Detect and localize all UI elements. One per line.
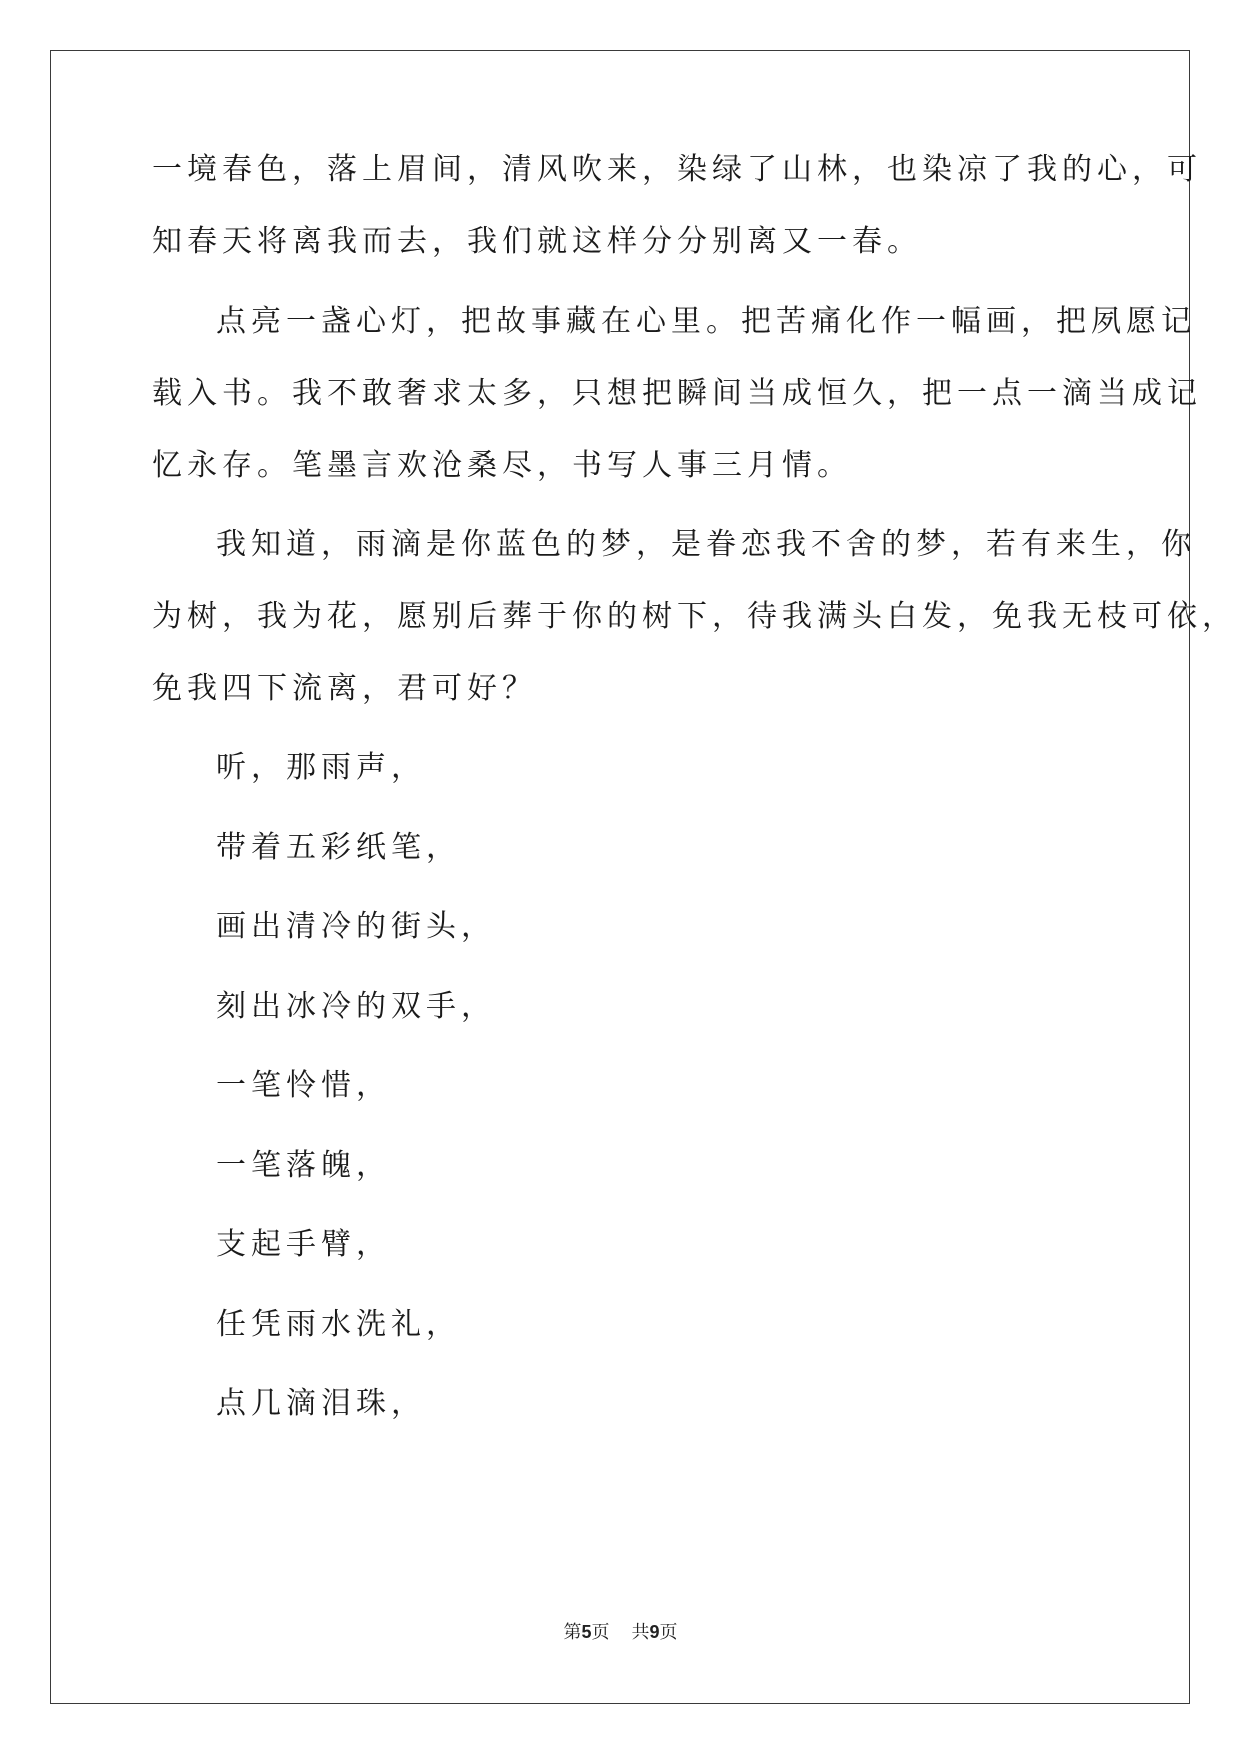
text-line-13: 一笔怜惜，	[216, 1068, 391, 1103]
text-line-17: 点几滴泪珠，	[216, 1386, 426, 1421]
text-line-6: 我知道，雨滴是你蓝色的梦，是眷恋我不舍的梦，若有来生，你	[216, 527, 1196, 562]
page-border	[50, 50, 1190, 1704]
total-pages: 9	[649, 1622, 660, 1642]
page-number: 5	[581, 1622, 592, 1642]
text-line-2: 知春天将离我而去，我们就这样分分别离又一春。	[152, 224, 922, 259]
text-line-11: 画出清冷的街头，	[216, 909, 496, 944]
text-line-1: 一境春色，落上眉间，清风吹来，染绿了山林，也染凉了我的心，可	[152, 152, 1202, 187]
page-suffix: 页	[591, 1622, 610, 1643]
page-footer	[0, 1620, 1241, 1645]
text-line-8: 免我四下流离，君可好？	[152, 671, 537, 706]
text-line-12: 刻出冰冷的双手，	[216, 989, 496, 1024]
text-line-10: 带着五彩纸笔，	[216, 830, 461, 865]
text-line-4: 载入书。我不敢奢求太多，只想把瞬间当成恒久，把一点一滴当成记	[152, 376, 1202, 411]
text-line-14: 一笔落魄，	[216, 1148, 391, 1183]
text-line-16: 任凭雨水洗礼，	[216, 1307, 461, 1342]
text-line-9: 听，那雨声，	[216, 750, 426, 785]
text-line-15: 支起手臂，	[216, 1227, 391, 1262]
text-line-3: 点亮一盏心灯，把故事藏在心里。把苦痛化作一幅画，把夙愿记	[216, 304, 1196, 339]
text-line-7: 为树，我为花，愿别后葬于你的树下，待我满头白发，免我无枝可依，	[152, 599, 1237, 634]
total-prefix: 共	[631, 1622, 650, 1643]
text-line-5: 忆永存。笔墨言欢沧桑尽，书写人事三月情。	[152, 448, 852, 483]
total-suffix: 页	[659, 1622, 678, 1643]
page-prefix: 第	[563, 1622, 582, 1643]
